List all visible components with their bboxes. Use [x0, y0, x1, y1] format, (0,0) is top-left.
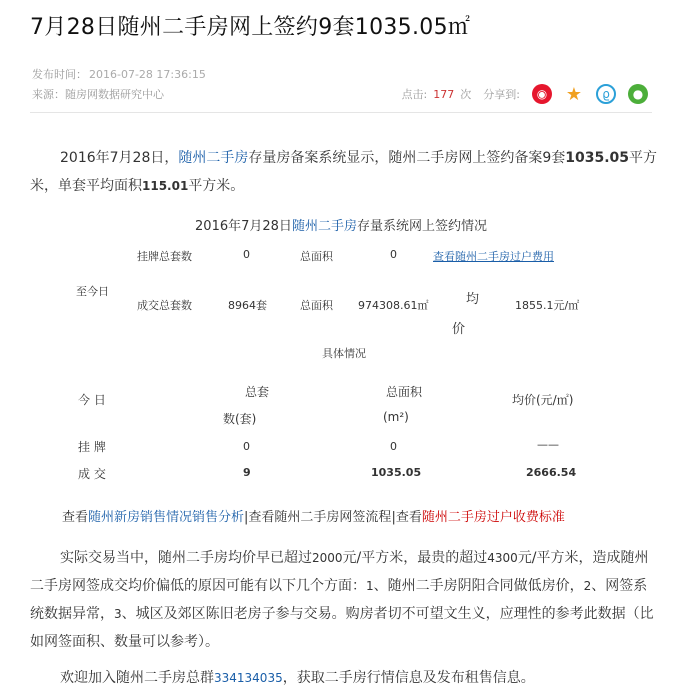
- analysis-paragraph: [30, 544, 660, 656]
- listing-row-count: 0: [243, 440, 250, 453]
- avg-price-label-b: 价: [452, 322, 466, 337]
- p3-text: 、随州二手房阴阳合同做低房价，: [373, 578, 584, 594]
- avg-price-value: 1855.1元/㎡: [515, 299, 580, 312]
- today-label: 今 日: [78, 393, 106, 407]
- deal-row-area: 1035.05: [371, 466, 422, 479]
- count-header-b: 数(套): [223, 412, 257, 426]
- header-divider: [30, 112, 652, 113]
- table-title-link[interactable]: 随州二手房: [291, 219, 357, 234]
- detail-heading: 具体情况: [322, 347, 366, 360]
- transfer-fee-link[interactable]: 查看随州二手房过户费用: [433, 250, 554, 263]
- share-bar: [402, 84, 648, 104]
- deal-total-value: 8964套: [228, 299, 267, 312]
- link-separator: |: [244, 510, 249, 525]
- qq-icon[interactable]: ϱ: [596, 84, 616, 104]
- listing-total-label: 挂牌总套数: [137, 250, 192, 263]
- clicks-label: 点击:: [401, 88, 428, 101]
- p1-text-d: 平方米。: [188, 178, 245, 194]
- p3-text: 元/平方米，最贵的超过: [342, 550, 488, 566]
- deal-area-label: 总面积: [300, 299, 333, 312]
- publish-time: 2016-07-28 17:36:15: [89, 68, 206, 81]
- listing-area-label: 总面积: [300, 250, 333, 263]
- p3-text: 实际交易当中，随州二手房均价早已超过: [60, 550, 312, 566]
- table-title-a: 2016年7月28日: [195, 219, 292, 234]
- p3-text: 、城区及郊区陈旧老房子参与交易。购房者切不可望文生义，应理性的参考此数据（比如网签面积、数量可以参考）。: [30, 606, 654, 650]
- deal-row-count: 9: [243, 466, 251, 479]
- p3-number: 1: [366, 579, 374, 593]
- price-header: 均价(元/㎡): [512, 393, 574, 407]
- source-info: 来源：随房网数据研究中心: [32, 88, 164, 101]
- deal-area-value: 974308.61㎡: [358, 299, 429, 312]
- wechat-icon[interactable]: ●: [628, 84, 648, 104]
- publish-info: [32, 66, 206, 82]
- listing-row-price: ——: [537, 438, 559, 451]
- star-icon[interactable]: ★: [565, 83, 583, 105]
- listing-row-area: 0: [390, 440, 397, 453]
- deal-total-label: 成交总套数: [137, 299, 192, 312]
- area-header-b: (m²): [383, 410, 409, 424]
- intro-paragraph: [30, 144, 660, 200]
- table-title: [0, 215, 682, 234]
- p4-text-a: 欢迎加入随州二手房总群: [60, 670, 214, 686]
- clicks-unit: 次: [460, 88, 472, 101]
- qq-group-link[interactable]: 334134035: [214, 671, 283, 685]
- p4-text-b: ，获取二手房行情信息及发布租售信息。: [282, 670, 535, 686]
- group-paragraph: [30, 664, 660, 692]
- table-title-b: 存量系统网上签约情况: [356, 219, 487, 234]
- share-label: 分享到:: [483, 88, 520, 101]
- p1-text-a: 2016年7月28日，: [60, 150, 179, 166]
- p1-avg: 115.01: [142, 179, 189, 193]
- deal-row-price: 2666.54: [526, 466, 577, 479]
- p3-number: 2000: [312, 551, 343, 565]
- p3-text: 、网签系统数据异常，: [30, 578, 648, 622]
- related-links: [62, 506, 565, 525]
- link-separator: |: [391, 510, 396, 525]
- p3-text: 元/平方米，造成随州二手房网签成交均价偏低的原因可能有以下几个方面：: [30, 550, 649, 594]
- p1-text-c: 平方米，单套平均面积: [30, 150, 658, 194]
- p3-number: 3: [114, 607, 122, 621]
- ershoufang-link[interactable]: 随州二手房: [178, 150, 249, 166]
- clicks-count: 177: [433, 87, 455, 101]
- p1-area: 1035.05: [565, 150, 630, 166]
- to-date-label: 至今日: [76, 285, 109, 298]
- listing-row-label: 挂 牌: [78, 440, 106, 454]
- link-prefix-c: 查看: [395, 510, 422, 525]
- listing-total-value: 0: [243, 248, 250, 261]
- area-header-a: 总面积: [386, 385, 423, 399]
- p3-number: 4300: [487, 551, 518, 565]
- p3-number: 2: [583, 579, 592, 593]
- listing-area-value: 0: [390, 248, 397, 261]
- weibo-icon[interactable]: ◉: [532, 84, 552, 104]
- avg-price-label-a: 均: [466, 292, 480, 307]
- new-house-sales-link[interactable]: 随州新房销售情况销售分析: [88, 510, 245, 525]
- deal-row-label: 成 交: [78, 467, 106, 481]
- article-title: 7月28日随州二手房网上签约9套1035.05㎡: [30, 15, 471, 40]
- signing-process-link[interactable]: 查看随州二手房网签流程: [248, 510, 392, 525]
- count-header-a: 总套: [245, 385, 270, 399]
- p1-text-b: 存量房备案系统显示，随州二手房网上签约备案9套: [248, 150, 566, 166]
- transfer-standard-link[interactable]: 随州二手房过户收费标准: [421, 510, 565, 525]
- publish-label: 发布时间：: [32, 68, 87, 81]
- link-prefix-a: 查看: [62, 510, 89, 525]
